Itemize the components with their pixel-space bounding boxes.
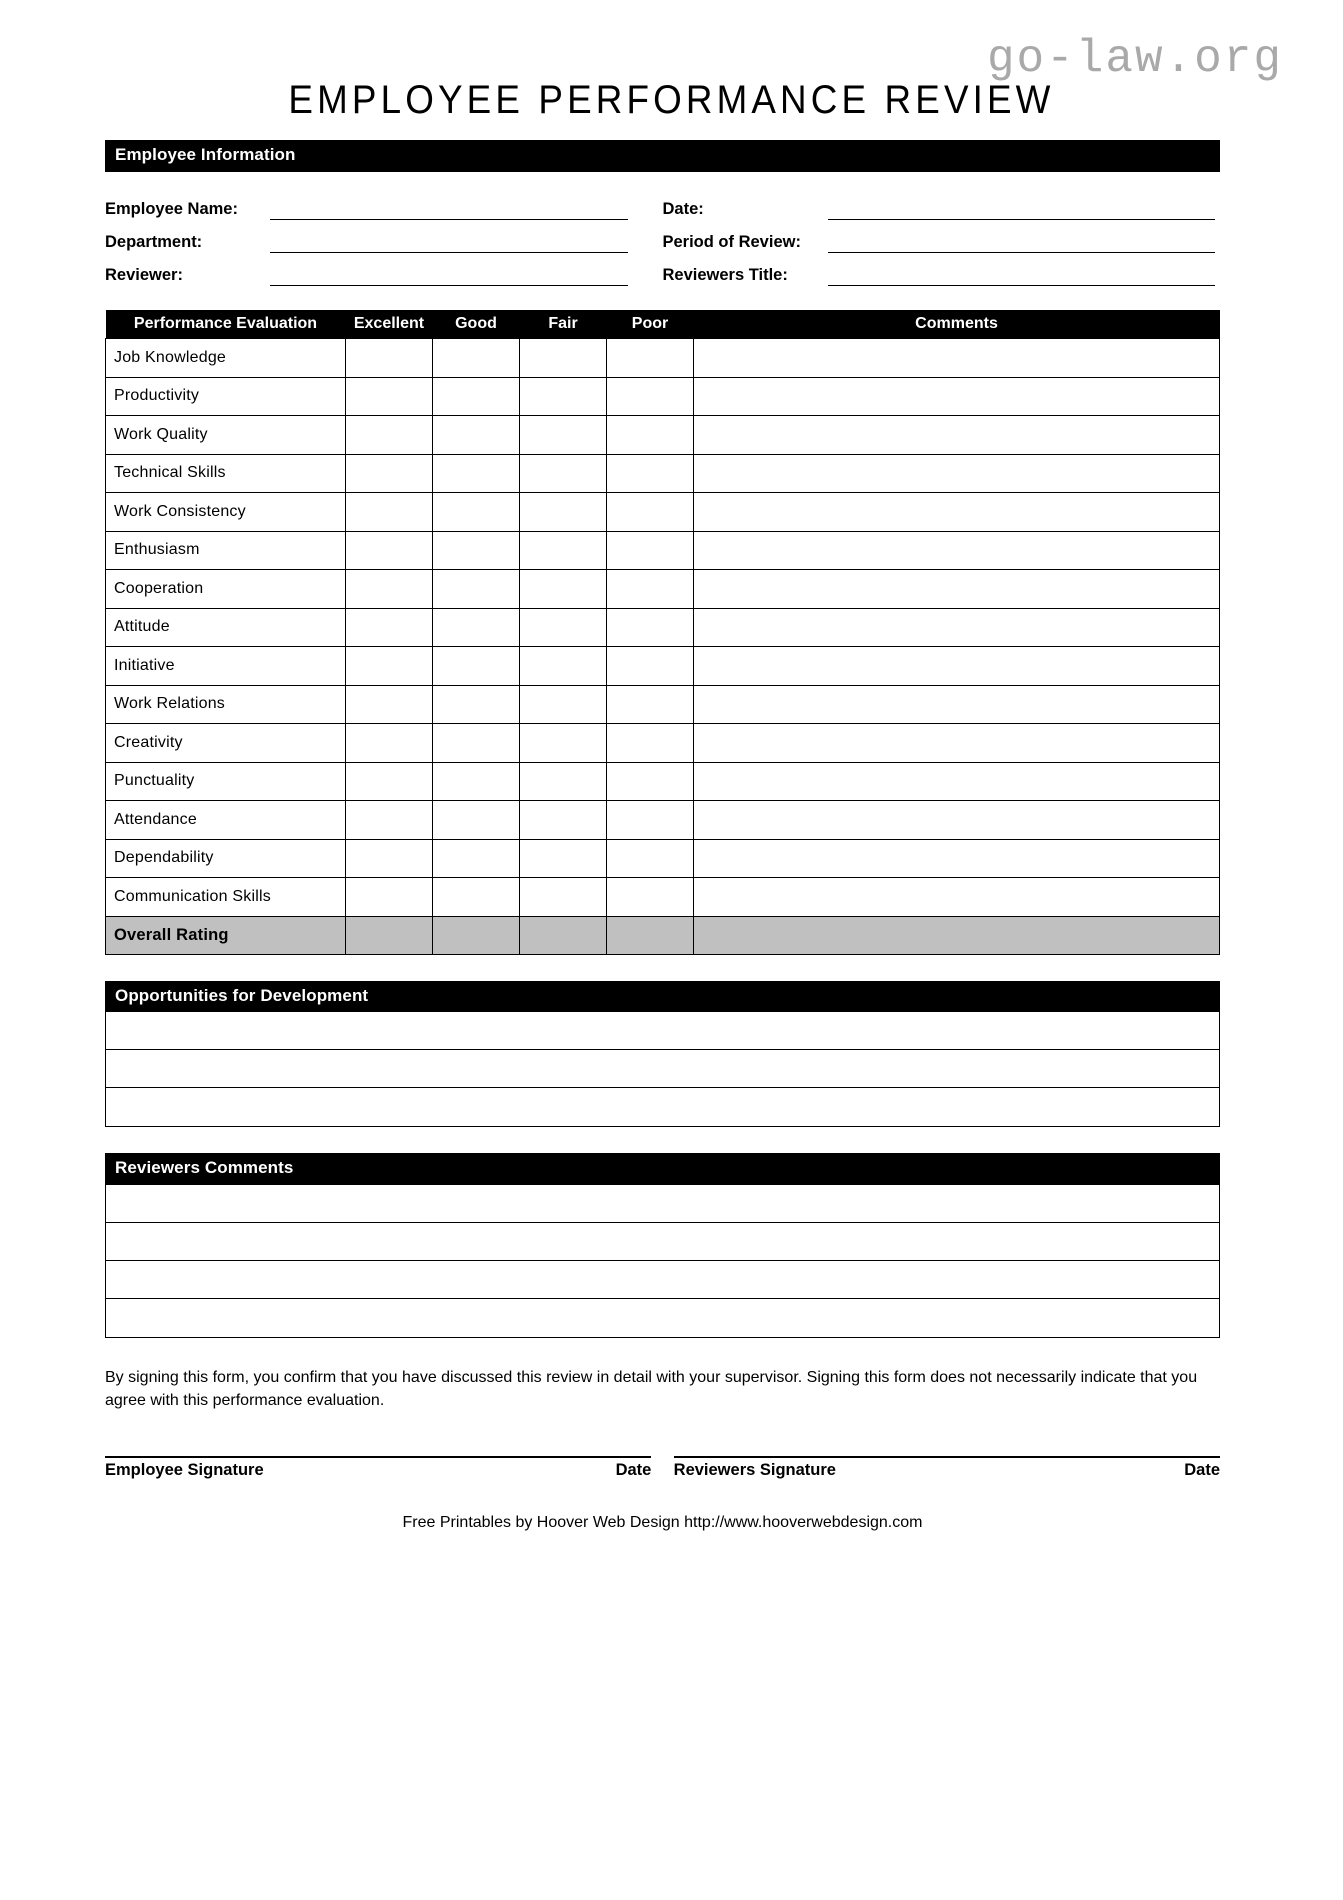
form-content [105, 140, 1220, 1532]
criterion-label: Punctuality [106, 762, 346, 801]
table-row [106, 724, 1220, 763]
criterion-label: Cooperation [106, 570, 346, 609]
evaluation-summary-row [106, 916, 1220, 954]
field-label-reviewer: Reviewer: [105, 265, 183, 284]
rating-cell-comments[interactable] [694, 570, 1220, 609]
rating-cell-excellent[interactable] [346, 416, 433, 455]
rating-cell-comments[interactable] [694, 801, 1220, 840]
rating-cell-comments[interactable] [694, 647, 1220, 686]
reviewer-comment-line[interactable] [106, 1223, 1219, 1261]
rating-cell-excellent[interactable] [346, 762, 433, 801]
field-label-date: Date: [662, 199, 704, 218]
rating-cell-fair[interactable] [520, 454, 607, 493]
criterion-label: Attendance [106, 801, 346, 840]
rating-cell-fair[interactable] [520, 377, 607, 416]
rating-cell-good[interactable] [433, 531, 520, 570]
rating-cell-good[interactable] [433, 416, 520, 455]
rating-cell-excellent[interactable] [346, 916, 433, 954]
rating-cell-poor[interactable] [607, 916, 694, 954]
table-row [106, 339, 1220, 378]
table-row [106, 454, 1220, 493]
rating-cell-excellent[interactable] [346, 724, 433, 763]
rating-cell-excellent[interactable] [346, 377, 433, 416]
criterion-label: Communication Skills [106, 878, 346, 917]
reviewers-comments-section [105, 1153, 1220, 1338]
site-watermark: go-law.org [986, 33, 1283, 85]
rating-cell-good[interactable] [433, 608, 520, 647]
rating-cell-poor[interactable] [607, 531, 694, 570]
employee-signature-label: Employee Signature [105, 1461, 264, 1480]
rating-cell-excellent[interactable] [346, 647, 433, 686]
column-header-poor: Poor [607, 310, 694, 339]
rating-cell-fair[interactable] [520, 801, 607, 840]
employee-date-label: Date [615, 1461, 652, 1480]
rating-cell-fair[interactable] [520, 916, 607, 954]
rating-cell-poor[interactable] [607, 724, 694, 763]
opportunity-line[interactable] [106, 1088, 1219, 1126]
reviewer-signature-group [674, 1456, 1220, 1480]
rating-cell-comments[interactable] [694, 339, 1220, 378]
reviewer-comment-line[interactable] [106, 1261, 1219, 1299]
rating-cell-comments[interactable] [694, 724, 1220, 763]
column-header-fair: Fair [520, 310, 607, 339]
employee-information-column-left [105, 187, 663, 286]
employee-signature-group [105, 1456, 651, 1480]
criterion-label: Productivity [106, 377, 346, 416]
rating-cell-good[interactable] [433, 493, 520, 532]
rating-cell-fair[interactable] [520, 608, 607, 647]
criterion-label: Initiative [106, 647, 346, 686]
rating-cell-poor[interactable] [607, 839, 694, 878]
rating-cell-comments[interactable] [694, 493, 1220, 532]
rating-cell-good[interactable] [433, 762, 520, 801]
rating-cell-comments[interactable] [694, 762, 1220, 801]
rating-cell-poor[interactable] [607, 647, 694, 686]
column-header-comments: Comments [694, 310, 1220, 339]
criterion-label: Overall Rating [106, 916, 346, 954]
rating-cell-good[interactable] [433, 839, 520, 878]
opportunities-for-development-section [105, 981, 1220, 1128]
field-input-employee-name[interactable] [270, 219, 628, 220]
table-row [106, 878, 1220, 917]
employee-information-band: Employee Information [105, 140, 1220, 172]
rating-cell-poor[interactable] [607, 416, 694, 455]
table-row [106, 416, 1220, 455]
rating-cell-good[interactable] [433, 454, 520, 493]
opportunity-line[interactable] [106, 1012, 1219, 1050]
rating-cell-excellent[interactable] [346, 339, 433, 378]
criterion-label: Work Quality [106, 416, 346, 455]
rating-cell-fair[interactable] [520, 762, 607, 801]
criterion-label: Technical Skills [106, 454, 346, 493]
rating-cell-comments[interactable] [694, 416, 1220, 455]
criterion-label: Attitude [106, 608, 346, 647]
table-row [106, 570, 1220, 609]
rating-cell-poor[interactable] [607, 493, 694, 532]
rating-cell-poor[interactable] [607, 454, 694, 493]
table-row [106, 685, 1220, 724]
rating-cell-poor[interactable] [607, 878, 694, 917]
rating-cell-fair[interactable] [520, 724, 607, 763]
signing-disclaimer: By signing this form, you confirm that you have discussed this review in detail with your supervisor. Signing this form does not necessarily indicate that you agree with this performance evaluation. [105, 1368, 1198, 1409]
field-input-reviewers-title[interactable] [828, 285, 1216, 286]
field-input-date[interactable] [828, 219, 1216, 220]
field-department [105, 220, 663, 253]
rating-cell-excellent[interactable] [346, 454, 433, 493]
rating-cell-poor[interactable] [607, 762, 694, 801]
rating-cell-comments[interactable] [694, 454, 1220, 493]
rating-cell-fair[interactable] [520, 685, 607, 724]
rating-cell-fair[interactable] [520, 339, 607, 378]
rating-cell-excellent[interactable] [346, 570, 433, 609]
rating-cell-fair[interactable] [520, 416, 607, 455]
field-reviewers-title [663, 253, 1221, 286]
rating-cell-comments[interactable] [694, 916, 1220, 954]
field-input-period-of-review[interactable] [828, 252, 1216, 253]
rating-cell-comments[interactable] [694, 377, 1220, 416]
field-input-reviewer[interactable] [270, 285, 628, 286]
field-label-reviewers-title: Reviewers Title: [662, 265, 788, 284]
rating-cell-good[interactable] [433, 339, 520, 378]
rating-cell-good[interactable] [433, 878, 520, 917]
field-input-department[interactable] [270, 252, 628, 253]
field-label-period-of-review: Period of Review: [662, 232, 801, 251]
column-header-criterion: Performance Evaluation [106, 310, 346, 339]
footer-credit: Free Printables by Hoover Web Design http://www.hooverwebdesign.com [402, 1514, 923, 1532]
reviewer-comment-line[interactable] [106, 1185, 1219, 1223]
rating-cell-fair[interactable] [520, 878, 607, 917]
page-title: EMPLOYEE PERFORMANCE REVIEW [288, 78, 1055, 122]
reviewers-comments-lines [105, 1185, 1220, 1338]
criterion-label: Work Relations [106, 685, 346, 724]
reviewer-signature-labels [674, 1458, 1220, 1480]
rating-cell-poor[interactable] [607, 801, 694, 840]
rating-cell-excellent[interactable] [346, 493, 433, 532]
reviewer-date-label: Date [1184, 1461, 1220, 1480]
rating-cell-fair[interactable] [520, 647, 607, 686]
rating-cell-poor[interactable] [607, 608, 694, 647]
criterion-label: Work Consistency [106, 493, 346, 532]
table-row [106, 839, 1220, 878]
table-row [106, 531, 1220, 570]
rating-cell-good[interactable] [433, 801, 520, 840]
evaluation-header-row [106, 310, 1220, 339]
rating-cell-excellent[interactable] [346, 608, 433, 647]
criterion-label: Enthusiasm [106, 531, 346, 570]
table-row [106, 647, 1220, 686]
opportunities-for-development-lines [105, 1012, 1220, 1127]
rating-cell-poor[interactable] [607, 570, 694, 609]
rating-cell-poor[interactable] [607, 685, 694, 724]
column-header-excellent: Excellent [346, 310, 433, 339]
rating-cell-excellent[interactable] [346, 878, 433, 917]
opportunities-for-development-band: Opportunities for Development [105, 981, 1220, 1013]
table-row [106, 377, 1220, 416]
table-row [106, 493, 1220, 532]
rating-cell-good[interactable] [433, 685, 520, 724]
rating-cell-good[interactable] [433, 570, 520, 609]
rating-cell-excellent[interactable] [346, 839, 433, 878]
evaluation-table-header [106, 310, 1220, 339]
field-label-department: Department: [105, 232, 203, 251]
field-date [663, 187, 1221, 220]
rating-cell-comments[interactable] [694, 685, 1220, 724]
reviewers-comments-band: Reviewers Comments [105, 1153, 1220, 1185]
employee-signature-labels [105, 1458, 651, 1480]
opportunity-line[interactable] [106, 1050, 1219, 1088]
rating-cell-excellent[interactable] [346, 685, 433, 724]
table-row [106, 608, 1220, 647]
field-reviewer [105, 253, 663, 286]
rating-cell-comments[interactable] [694, 839, 1220, 878]
signature-block [105, 1456, 1220, 1480]
criterion-label: Creativity [106, 724, 346, 763]
rating-cell-fair[interactable] [520, 570, 607, 609]
field-label-employee-name: Employee Name: [105, 199, 238, 218]
rating-cell-fair[interactable] [520, 839, 607, 878]
rating-cell-good[interactable] [433, 377, 520, 416]
table-row [106, 801, 1220, 840]
field-period-of-review [663, 220, 1221, 253]
employee-information-fields [105, 187, 1220, 286]
reviewer-comment-line[interactable] [106, 1299, 1219, 1337]
reviewer-signature-label: Reviewers Signature [673, 1461, 836, 1480]
rating-cell-fair[interactable] [520, 493, 607, 532]
rating-cell-comments[interactable] [694, 531, 1220, 570]
table-row [106, 762, 1220, 801]
employee-information-column-right [663, 187, 1221, 286]
rating-cell-poor[interactable] [607, 339, 694, 378]
column-header-good: Good [433, 310, 520, 339]
rating-cell-comments[interactable] [694, 878, 1220, 917]
rating-cell-good[interactable] [433, 916, 520, 954]
criterion-label: Dependability [106, 839, 346, 878]
rating-cell-good[interactable] [433, 647, 520, 686]
rating-cell-poor[interactable] [607, 377, 694, 416]
criterion-label: Job Knowledge [106, 339, 346, 378]
rating-cell-comments[interactable] [694, 608, 1220, 647]
field-employee-name [105, 187, 663, 220]
rating-cell-excellent[interactable] [346, 801, 433, 840]
performance-evaluation-table [105, 310, 1220, 955]
rating-cell-excellent[interactable] [346, 531, 433, 570]
rating-cell-fair[interactable] [520, 531, 607, 570]
evaluation-table-body [106, 339, 1220, 955]
rating-cell-good[interactable] [433, 724, 520, 763]
